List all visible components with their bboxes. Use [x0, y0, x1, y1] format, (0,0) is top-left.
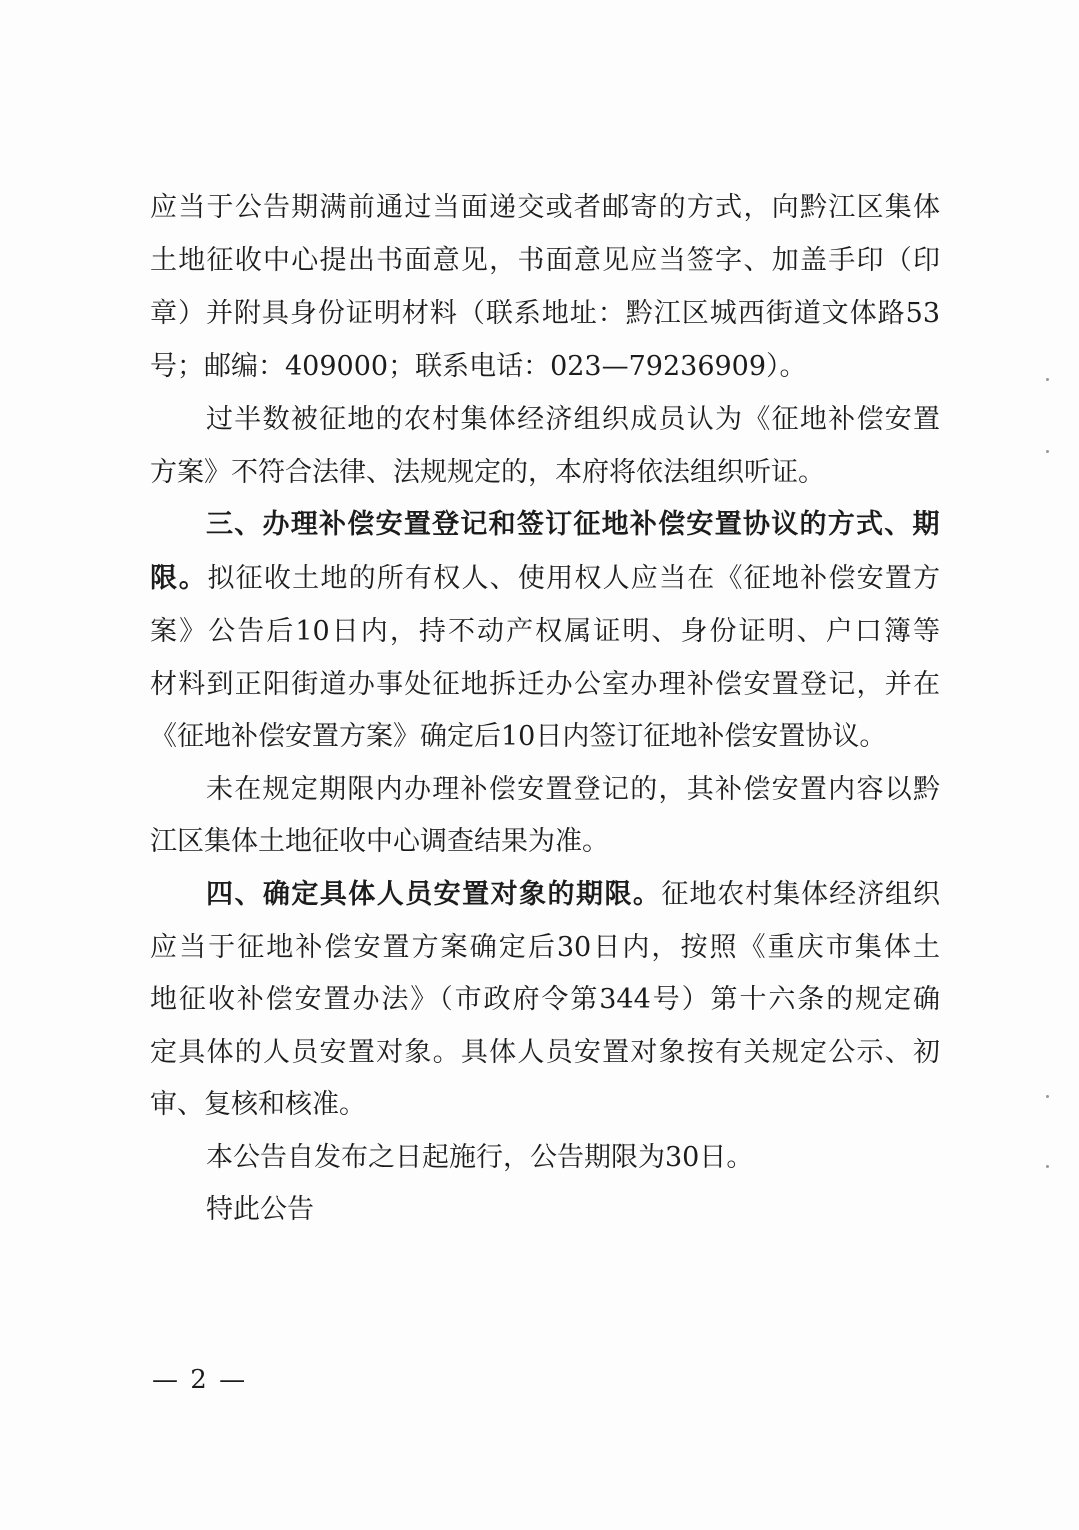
body-line: 方案》不符合法律、法规规定的，本府将依法组织听证。 — [150, 457, 825, 488]
body-line: 章）并附具身份证明材料（联系地址：黔江区城西街道文体路53 — [150, 298, 940, 329]
scan-speck — [1046, 378, 1049, 381]
section-3-heading: 办理补偿安置登记和签订征地补偿安置协议的方式、期 — [262, 509, 940, 540]
scan-speck — [1046, 1165, 1049, 1168]
page-number: — 2 — — [152, 1365, 248, 1395]
body-line: 未在规定期限内办理补偿安置登记的，其补偿安置内容以黔 — [206, 774, 940, 805]
body-line: 材料到正阳街道办事处征地拆迁办公室办理补偿安置登记，并在 — [150, 669, 940, 700]
scan-speck — [1046, 450, 1049, 453]
section-4-heading: 四、确定具体人员安置对象的期限。 — [206, 879, 662, 910]
section-3-number: 三、 — [206, 509, 263, 540]
body-line: 过半数被征地的农村集体经济组织成员认为《征地补偿安置 — [206, 404, 940, 435]
body-line: 《征地补偿安置方案》确定后10日内签订征地补偿安置协议。 — [150, 721, 887, 752]
closing-line: 特此公告 — [206, 1194, 314, 1225]
body-line: 审、复核和核准。 — [150, 1089, 366, 1120]
section-3-heading-line — [206, 507, 940, 543]
section-4-heading-line — [206, 877, 940, 913]
body-line: 定具体的人员安置对象。具体人员安置对象按有关规定公示、初 — [150, 1037, 940, 1068]
body-line — [150, 561, 940, 597]
section-3-heading-tail: 限。 — [150, 563, 208, 594]
body-line: 案》公告后10日内，持不动产权属证明、身份证明、户口簿等 — [150, 616, 940, 647]
body-line: 地征收补偿安置办法》（市政府令第344号）第十六条的规定确 — [150, 984, 940, 1015]
body-line: 江区集体土地征收中心调查结果为准。 — [150, 826, 609, 857]
body-line: 土地征收中心提出书面意见，书面意见应当签字、加盖手印（印 — [150, 245, 940, 276]
body-line: 应当于公告期满前通过当面递交或者邮寄的方式，向黔江区集体 — [150, 192, 940, 223]
body-text: 拟征收土地的所有权人、使用权人应当在《征地补偿安置方 — [207, 563, 940, 594]
body-line: 应当于征地补偿安置方案确定后30日内，按照《重庆市集体土 — [150, 932, 940, 963]
scan-speck — [1046, 1095, 1049, 1098]
body-line: 号；邮编：409000；联系电话：023—79236909）。 — [150, 351, 807, 382]
body-text: 征地农村集体经济组织 — [661, 879, 940, 910]
body-line: 本公告自发布之日起施行，公告期限为30日。 — [206, 1142, 754, 1173]
